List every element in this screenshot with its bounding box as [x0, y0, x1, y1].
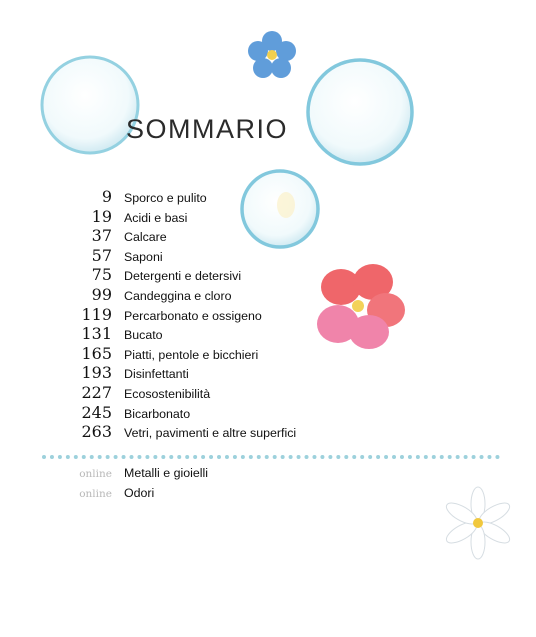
toc-page-number: 19: [91, 206, 112, 226]
toc-page-number: 57: [91, 245, 112, 265]
dotted-separator: [42, 455, 500, 459]
toc-chapter-title: Bicarbonato: [124, 406, 191, 421]
toc-entry[interactable]: [60, 187, 500, 207]
blue-flower-illustration: [242, 28, 302, 84]
toc-page-number: 227: [81, 382, 112, 402]
online-contents: [60, 466, 500, 506]
toc-page-number: 245: [81, 402, 112, 422]
online-chapter-title: Metalli e gioielli: [124, 466, 209, 480]
online-entry[interactable]: [60, 486, 500, 506]
online-tag: online: [79, 488, 112, 500]
toc-page-number: 75: [91, 265, 112, 285]
page-title: SOMMARIO: [126, 114, 289, 144]
online-entry[interactable]: [60, 466, 500, 486]
online-tag: online: [79, 468, 112, 480]
toc-chapter-title: Piatti, pentole e bicchieri: [124, 347, 259, 362]
toc-entry[interactable]: [60, 383, 500, 403]
toc-entry[interactable]: [60, 246, 500, 266]
toc-chapter-title: Candeggina e cloro: [124, 288, 232, 303]
toc-page-number: 131: [81, 324, 112, 344]
toc-chapter-title: Vetri, pavimenti e altre superfici: [124, 426, 297, 441]
toc-page-number: 9: [101, 187, 112, 206]
toc-page-number: 263: [81, 422, 112, 442]
toc-entry[interactable]: [60, 344, 500, 364]
toc-chapter-title: Detergenti e detersivi: [124, 269, 242, 284]
toc-entry[interactable]: [60, 422, 500, 442]
toc-entry[interactable]: [60, 207, 500, 227]
toc-chapter-title: Percarbonato e ossigeno: [124, 308, 262, 323]
toc-page-number: 165: [81, 343, 112, 363]
toc-page-number: 119: [81, 304, 112, 324]
toc-entry[interactable]: [60, 403, 500, 423]
toc-chapter-title: Bucato: [124, 328, 163, 343]
toc-chapter-title: Disinfettanti: [124, 367, 189, 382]
toc-entry[interactable]: [60, 324, 500, 344]
toc-chapter-title: Calcare: [124, 230, 167, 245]
toc-chapter-title: Ecosostenibilità: [124, 386, 211, 401]
toc-entry[interactable]: [60, 285, 500, 305]
toc-entry[interactable]: [60, 363, 500, 383]
toc-page-number: 193: [81, 363, 112, 383]
online-chapter-title: Odori: [124, 486, 155, 500]
toc-entry[interactable]: [60, 305, 500, 325]
toc-chapter-title: Acidi e basi: [124, 210, 188, 225]
toc-chapter-title: Sporco e pulito: [124, 191, 207, 205]
toc-page-number: 99: [91, 284, 112, 304]
toc-entry[interactable]: [60, 265, 500, 285]
toc-entry[interactable]: [60, 226, 500, 246]
toc-page-number: 37: [91, 226, 112, 246]
toc-chapter-title: Saponi: [124, 249, 163, 264]
table-of-contents: [60, 187, 500, 442]
